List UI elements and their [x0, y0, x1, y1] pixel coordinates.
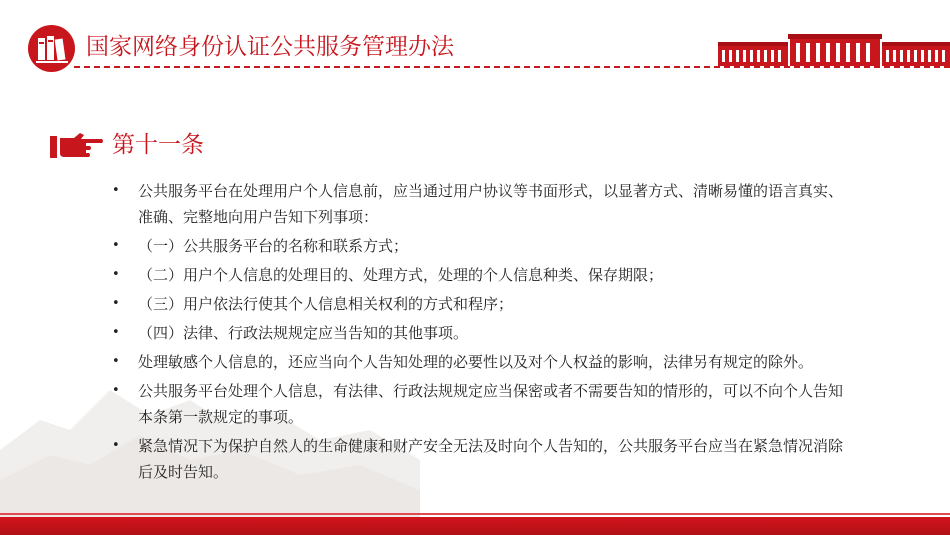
section-title: 第十一条 [112, 132, 204, 158]
books-icon [36, 34, 68, 64]
list-item: • 处理敏感个人信息的，还应当向个人告知处理的必要性以及对个人权益的影响，法律另有规定的除外。 [112, 349, 854, 375]
list-item: • 紧急情况下为保护自然人的生命健康和财产安全无法及时向个人告知的，公共服务平台应当在紧急情况消除后及时告知。 [112, 433, 854, 485]
list-item: • 公共服务平台处理个人信息，有法律、行政法规规定应当保密或者不需要告知的情形的，可以不向个人告知本条第一款规定的事项。 [112, 378, 854, 430]
footer-accent-line [0, 513, 950, 515]
header-title: 国家网络身份认证公共服务管理办法 [86, 34, 454, 60]
great-hall-icon [718, 34, 950, 68]
header [0, 0, 950, 75]
pointing-hand-icon [50, 130, 104, 160]
list-item: • （四）法律、行政法规规定应当告知的其他事项。 [112, 320, 854, 346]
header-logo [28, 25, 75, 72]
list-item: • （三）用户依法行使其个人信息相关权利的方式和程序； [112, 291, 854, 317]
list-item: • 公共服务平台在处理用户个人信息前，应当通过用户协议等书面形式，以显著方式、清晰易懂的语言真实、准确、完整地向用户告知下列事项： [112, 178, 854, 230]
list-item: • （二）用户个人信息的处理目的、处理方式，处理的个人信息种类、保存期限； [112, 262, 854, 288]
article-content [112, 178, 854, 488]
footer-bar [0, 517, 950, 535]
list-item: • （一）公共服务平台的名称和联系方式； [112, 233, 854, 259]
